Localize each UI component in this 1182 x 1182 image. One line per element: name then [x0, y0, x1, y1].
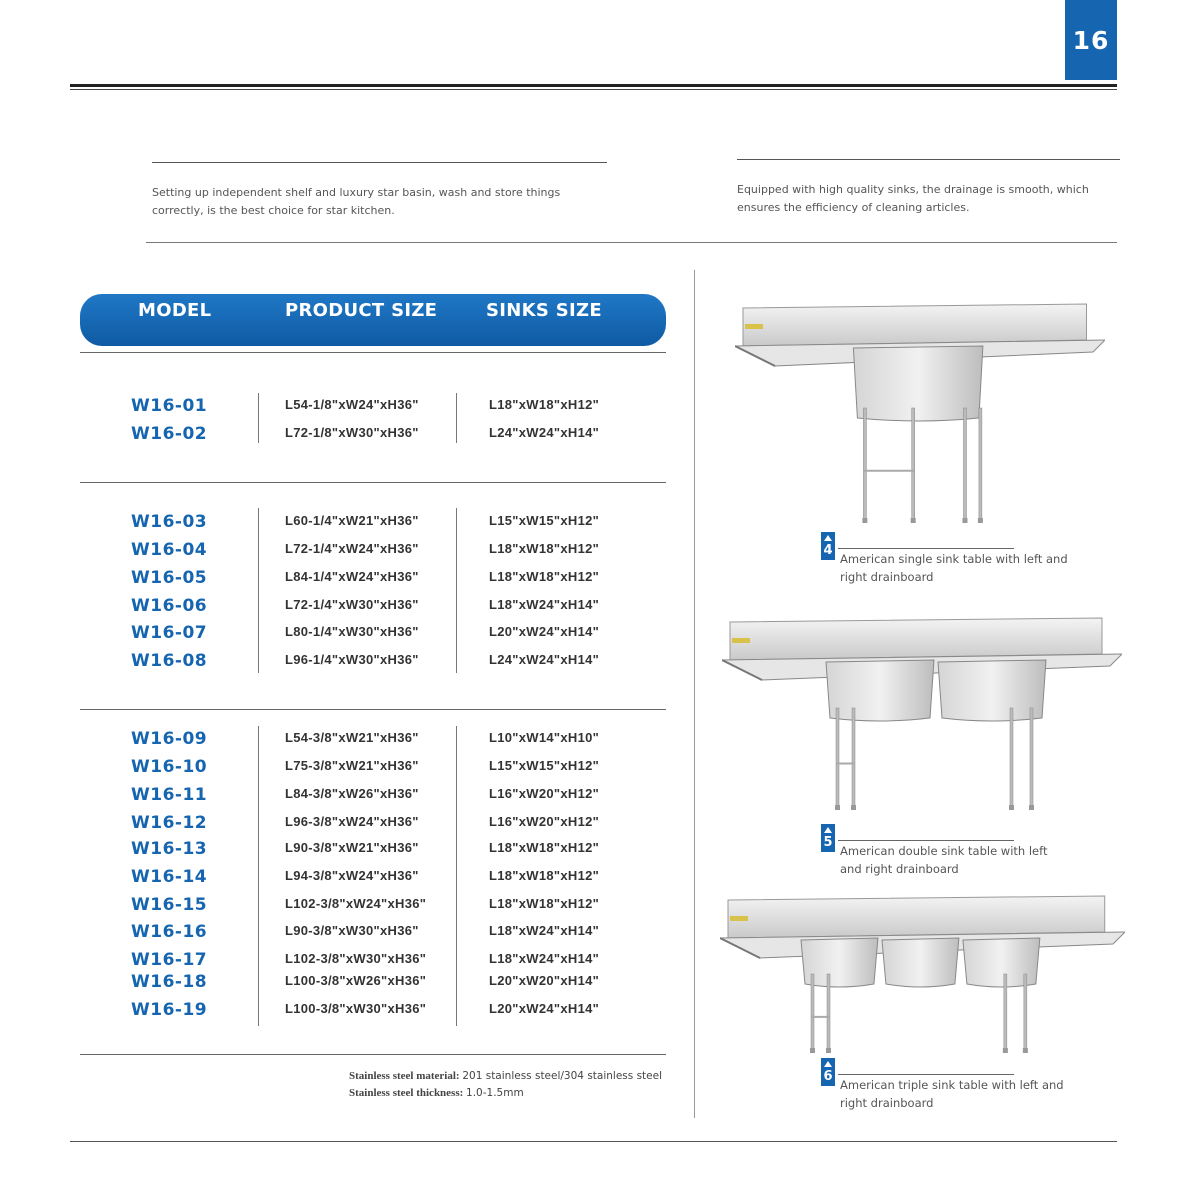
intro-right-text: Equipped with high quality sinks, the drainage is smooth, which ensures the efficiency of cleaning articles.: [737, 183, 1089, 214]
row-size: L90-3/8"xW30"xH36": [285, 923, 419, 938]
row-size: L96-1/4"xW30"xH36": [285, 652, 419, 667]
row-size: L84-3/8"xW26"xH36": [285, 786, 419, 801]
row-model: W16-17: [131, 950, 208, 970]
table-bottom-rule: [80, 1054, 666, 1055]
table-header-rule: [80, 352, 666, 353]
row-sink: L16"xW20"xH12": [489, 814, 600, 829]
row-size: L72-1/4"xW30"xH36": [285, 597, 419, 612]
column-separator: [456, 726, 457, 1026]
row-size: L75-3/8"xW21"xH36": [285, 758, 419, 773]
thickness-note: Stainless steel thickness: 1.0-1.5mm: [349, 1087, 524, 1099]
row-model: W16-14: [131, 867, 208, 887]
row-size: L102-3/8"xW24"xH36": [285, 896, 427, 911]
row-size: L94-3/8"xW24"xH36": [285, 868, 419, 883]
row-size: L54-1/8"xW24"xH36": [285, 397, 419, 412]
row-model: W16-08: [131, 651, 208, 671]
sink-table-illustration: [720, 888, 1125, 1058]
material-note: Stainless steel material: 201 stainless steel/304 stainless steel: [349, 1070, 662, 1082]
column-separator: [258, 393, 259, 443]
header-rule: [70, 84, 1117, 87]
row-size: L100-3/8"xW30"xH36": [285, 1001, 427, 1016]
thickness-value: 1.0-1.5mm: [466, 1087, 524, 1099]
row-sink: L16"xW20"xH12": [489, 786, 600, 801]
column-separator: [456, 508, 457, 673]
row-size: L100-3/8"xW26"xH36": [285, 973, 427, 988]
product-caption: American triple sink table with left and right drainboard: [840, 1078, 1064, 1110]
row-size: L102-3/8"xW30"xH36": [285, 951, 427, 966]
product-number-badge: 4: [821, 532, 835, 560]
triangle-icon: [824, 827, 832, 833]
row-model: W16-12: [131, 813, 208, 833]
column-divider: [694, 270, 695, 1118]
row-model: W16-07: [131, 623, 208, 643]
product-number-badge: 5: [821, 824, 835, 852]
row-model: W16-19: [131, 1000, 208, 1020]
row-model: W16-05: [131, 568, 208, 588]
row-sink: L18"xW18"xH12": [489, 896, 600, 911]
caption-rule: [838, 1074, 1014, 1075]
header-rule-thin: [70, 89, 1117, 90]
row-sink: L15"xW15"xH12": [489, 758, 600, 773]
table-header: [80, 294, 666, 346]
header-product-size: PRODUCT SIZE: [285, 300, 438, 321]
row-size: L72-1/8"xW30"xH36": [285, 425, 419, 440]
row-model: W16-09: [131, 729, 208, 749]
row-size: L90-3/8"xW21"xH36": [285, 840, 419, 855]
row-sink: L18"xW18"xH12": [489, 840, 600, 855]
product-caption: American single sink table with left and right drainboard: [840, 552, 1068, 584]
sink-table-illustration: [735, 296, 1105, 528]
row-size: L84-1/4"xW24"xH36": [285, 569, 419, 584]
row-sink: L18"xW18"xH12": [489, 397, 600, 412]
intro-left-text: Setting up independent shelf and luxury star basin, wash and store things correctly, is the best choice for star kitchen.: [152, 186, 561, 217]
row-sink: L10"xW14"xH10": [489, 730, 600, 745]
row-sink: L18"xW24"xH14": [489, 951, 600, 966]
row-sink: L24"xW24"xH14": [489, 652, 600, 667]
row-sink: L20"xW24"xH14": [489, 1001, 600, 1016]
intro-bottom-rule: [146, 242, 1117, 243]
column-separator: [456, 393, 457, 443]
footer-rule: [70, 1141, 1117, 1142]
product-number-badge: 6: [821, 1058, 835, 1086]
caption-rule: [838, 548, 1014, 549]
triangle-icon: [824, 1061, 832, 1067]
row-model: W16-18: [131, 972, 208, 992]
material-value: 201 stainless steel/304 stainless steel: [462, 1070, 662, 1082]
row-sink: L18"xW18"xH12": [489, 569, 600, 584]
row-model: W16-16: [131, 922, 208, 942]
row-sink: L20"xW20"xH14": [489, 973, 600, 988]
page-number: 16: [1065, 0, 1117, 80]
caption-rule: [838, 840, 1014, 841]
column-separator: [258, 726, 259, 1026]
row-sink: L18"xW24"xH14": [489, 597, 600, 612]
row-size: L96-3/8"xW24"xH36": [285, 814, 419, 829]
intro-right-rule: [737, 159, 1120, 160]
row-sink: L18"xW18"xH12": [489, 868, 600, 883]
table-group-rule: [80, 482, 666, 483]
row-model: W16-02: [131, 424, 208, 444]
column-separator: [258, 508, 259, 673]
row-size: L60-1/4"xW21"xH36": [285, 513, 419, 528]
intro-left-rule: [152, 162, 607, 163]
row-size: L54-3/8"xW21"xH36": [285, 730, 419, 745]
row-sink: L18"xW18"xH12": [489, 541, 600, 556]
row-sink: L24"xW24"xH14": [489, 425, 600, 440]
row-model: W16-11: [131, 785, 208, 805]
sink-table-illustration: [722, 610, 1122, 815]
triangle-icon: [824, 535, 832, 541]
row-model: W16-04: [131, 540, 208, 560]
row-size: L80-1/4"xW30"xH36": [285, 624, 419, 639]
row-model: W16-03: [131, 512, 208, 532]
table-group-rule: [80, 709, 666, 710]
row-sink: L20"xW24"xH14": [489, 624, 600, 639]
row-sink: L15"xW15"xH12": [489, 513, 600, 528]
header-model: MODEL: [138, 300, 212, 321]
row-sink: L18"xW24"xH14": [489, 923, 600, 938]
row-model: W16-13: [131, 839, 208, 859]
product-caption: American double sink table with left and right drainboard: [840, 844, 1048, 876]
header-sinks-size: SINKS SIZE: [486, 300, 602, 321]
row-model: W16-01: [131, 396, 208, 416]
row-model: W16-06: [131, 596, 208, 616]
row-model: W16-15: [131, 895, 208, 915]
row-size: L72-1/4"xW24"xH36": [285, 541, 419, 556]
row-model: W16-10: [131, 757, 208, 777]
